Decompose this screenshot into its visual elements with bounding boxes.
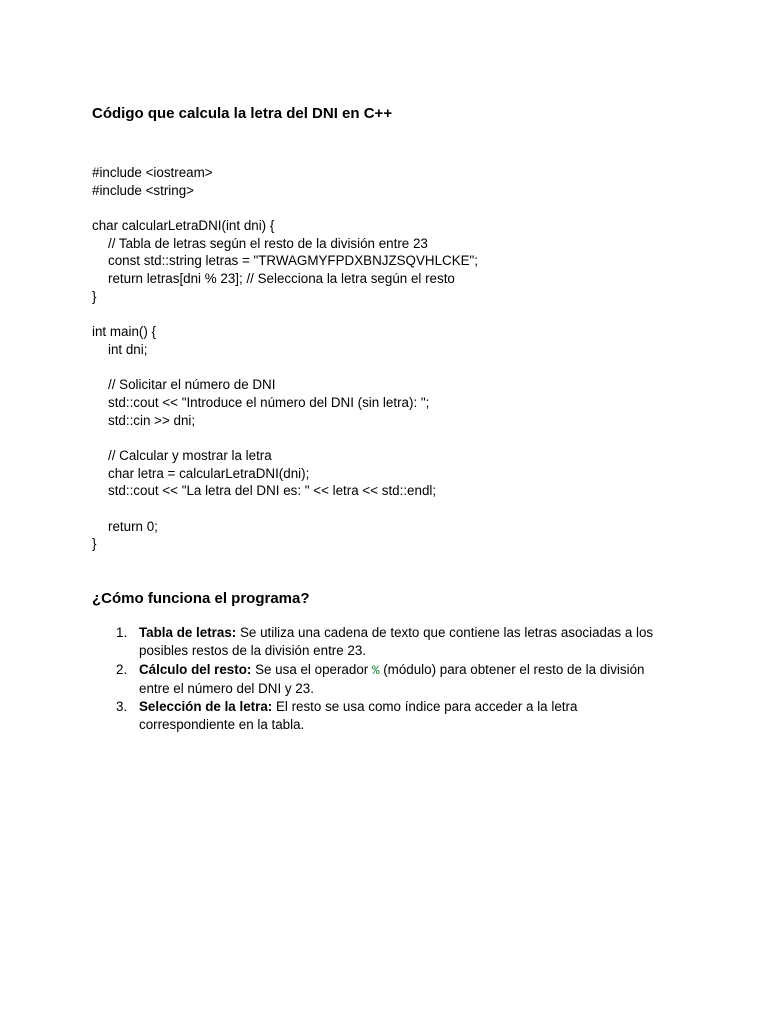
code-line: int main() { (92, 324, 156, 340)
code-line: // Tabla de letras según el resto de la división entre 23 (108, 235, 428, 251)
code-line: std::cout << "Introduce el número del DNI (sin letra): "; (108, 394, 430, 410)
code-line: int dni; (108, 341, 148, 357)
list-item-number: 1. (116, 625, 128, 640)
code-line: #include <iostream> (92, 165, 213, 180)
code-line (92, 199, 478, 217)
code-line (92, 500, 478, 518)
code-line: return 0; (108, 518, 158, 534)
list-item-text: Se usa el operador (251, 661, 372, 677)
list-item (92, 661, 672, 699)
code-line (92, 306, 478, 324)
code-line: char calcularLetraDNI(int dni) { (92, 218, 275, 234)
list-item-text: (módulo) para obtener el resto de la división entre el número del DNI y 23. (139, 661, 645, 696)
code-line: // Calcular y mostrar la letra (108, 448, 272, 463)
code-line: // Solicitar el número de DNI (108, 377, 276, 393)
code-line: } (92, 288, 97, 304)
list-item-text: El resto se usa como índice para acceder a la letra correspondiente en la tabla. (139, 699, 578, 733)
steps-list (92, 624, 672, 735)
inline-code: % (371, 663, 380, 678)
code-line: } (92, 536, 97, 552)
code-line: std::cout << "La letra del DNI es: " << letra << std::endl; (108, 483, 437, 499)
code-line: std::cin >> dni; (108, 412, 196, 428)
section-title: ¿Cómo funciona el programa? (92, 590, 310, 607)
list-item (92, 624, 672, 661)
list-item-term: Tabla de letras: (139, 625, 237, 640)
list-item-term: Selección de la letra: (139, 699, 273, 715)
code-line: return letras[dni % 23]; // Selecciona la letra según el resto (108, 271, 455, 287)
code-block (92, 164, 478, 553)
list-item-number: 3. (116, 699, 128, 715)
list-item-text: Se utiliza una cadena de texto que contiene las letras asociadas a los posibles restos de la división entre 23. (139, 625, 654, 659)
list-item (92, 698, 672, 735)
code-line: #include <string> (92, 182, 194, 198)
document-title: Código que calcula la letra del DNI en C++ (92, 105, 393, 122)
code-line: char letra = calcularLetraDNI(dni); (108, 465, 310, 481)
code-line (92, 359, 478, 377)
code-line (92, 429, 478, 447)
list-item-term: Cálculo del resto: (139, 661, 252, 677)
list-item-number: 2. (116, 661, 128, 677)
code-line: const std::string letras = "TRWAGMYFPDXBNJZSQVHLCKE"; (108, 253, 479, 269)
